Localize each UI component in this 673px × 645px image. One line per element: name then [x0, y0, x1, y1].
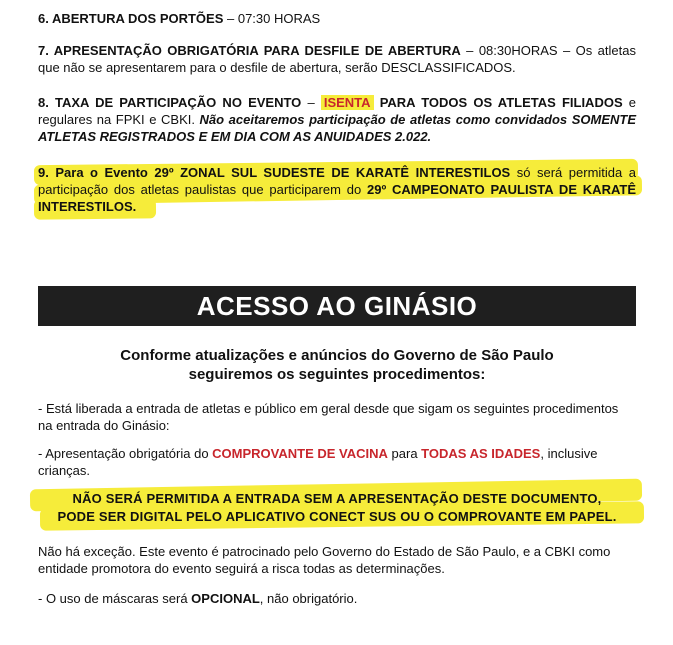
banner-title: ACESSO AO GINÁSIO	[196, 290, 478, 321]
item-9	[38, 164, 636, 215]
masks-post: , não obrigatório.	[259, 591, 358, 606]
notice-line-1: NÃO SERÁ PERMITIDA A ENTRADA SEM A APRESENTAÇÃO DESTE DOCUMENTO,	[72, 491, 602, 506]
item-8-after: PARA TODOS OS ATLETAS FILIADOS	[373, 95, 623, 110]
exception-text: Não há exceção. Este evento é patrocinado pelo Governo do Estado de São Paulo, e a CBKI como entidade promotora do evento seguirá a risca todas as determinações.	[38, 544, 611, 576]
masks-optional: OPCIONAL	[191, 591, 260, 606]
bullet-1	[38, 400, 636, 434]
intro	[38, 346, 636, 384]
exception-paragraph	[38, 543, 636, 577]
intro-line-2: seguiremos os seguintes procedimentos:	[188, 366, 486, 383]
section-banner	[38, 286, 636, 326]
notice-line-2: PODE SER DIGITAL PELO APLICATIVO CONECT SUS OU O COMPROVANTE EM PAPEL.	[57, 509, 617, 524]
masks-paragraph	[38, 590, 636, 607]
item-6-rest: – 07:30 HORAS	[223, 11, 321, 26]
item-9-mid: só será permitida a participação dos atletas paulistas que participarem do	[38, 165, 636, 197]
item-7-rest: – 08:30HORAS – Os atletas que não se apresentarem para o desfile de abertura, serão DESCLASSIFICADOS.	[38, 43, 636, 75]
bullet-2	[38, 445, 636, 479]
item-8-title: 8. TAXA DE PARTICIPAÇÃO NO EVENTO	[38, 95, 302, 110]
item-8	[38, 94, 636, 145]
intro-line-1: Conforme atualizações e anúncios do Governo de São Paulo	[120, 347, 554, 364]
masks-pre: - O uso de máscaras será	[38, 591, 192, 606]
item-8-italic: Não aceitaremos participação de atletas como convidados SOMENTE ATLETAS REGISTRADOS E EM DIA COM AS ANUIDADES 2.022.	[38, 112, 637, 144]
notice	[38, 490, 636, 526]
item-8-dash: –	[301, 95, 321, 110]
item-9-bold-end: 29º CAMPEONATO PAULISTA DE KARATÊ INTERESTILOS.	[38, 182, 636, 214]
item-6-title: 6. ABERTURA DOS PORTÕES	[38, 11, 224, 26]
item-6	[38, 10, 636, 27]
isenta-badge: ISENTA	[321, 95, 374, 110]
item-7	[38, 42, 636, 76]
item-8-rest: e regulares na FPKI e CBKI.	[38, 95, 636, 127]
item-7-title: 7. APRESENTAÇÃO OBRIGATÓRIA PARA DESFILE DE ABERTURA	[38, 43, 461, 58]
bullet-1-text: - Está liberada a entrada de atletas e público em geral desde que sigam os seguintes procedimentos na entrada do Ginásio:	[38, 401, 619, 433]
bullet-2-mid: para	[387, 446, 422, 461]
bullet-2-post: , inclusive crianças.	[38, 446, 598, 478]
all-ages-text: TODAS AS IDADES	[421, 446, 541, 461]
bullet-2-pre: - Apresentação obrigatória do	[38, 446, 213, 461]
vaccine-proof-text: COMPROVANTE DE VACINA	[212, 446, 388, 461]
item-9-lead: 9. Para o Evento 29º ZONAL SUL SUDESTE DE KARATÊ INTERESTILOS	[38, 165, 511, 180]
